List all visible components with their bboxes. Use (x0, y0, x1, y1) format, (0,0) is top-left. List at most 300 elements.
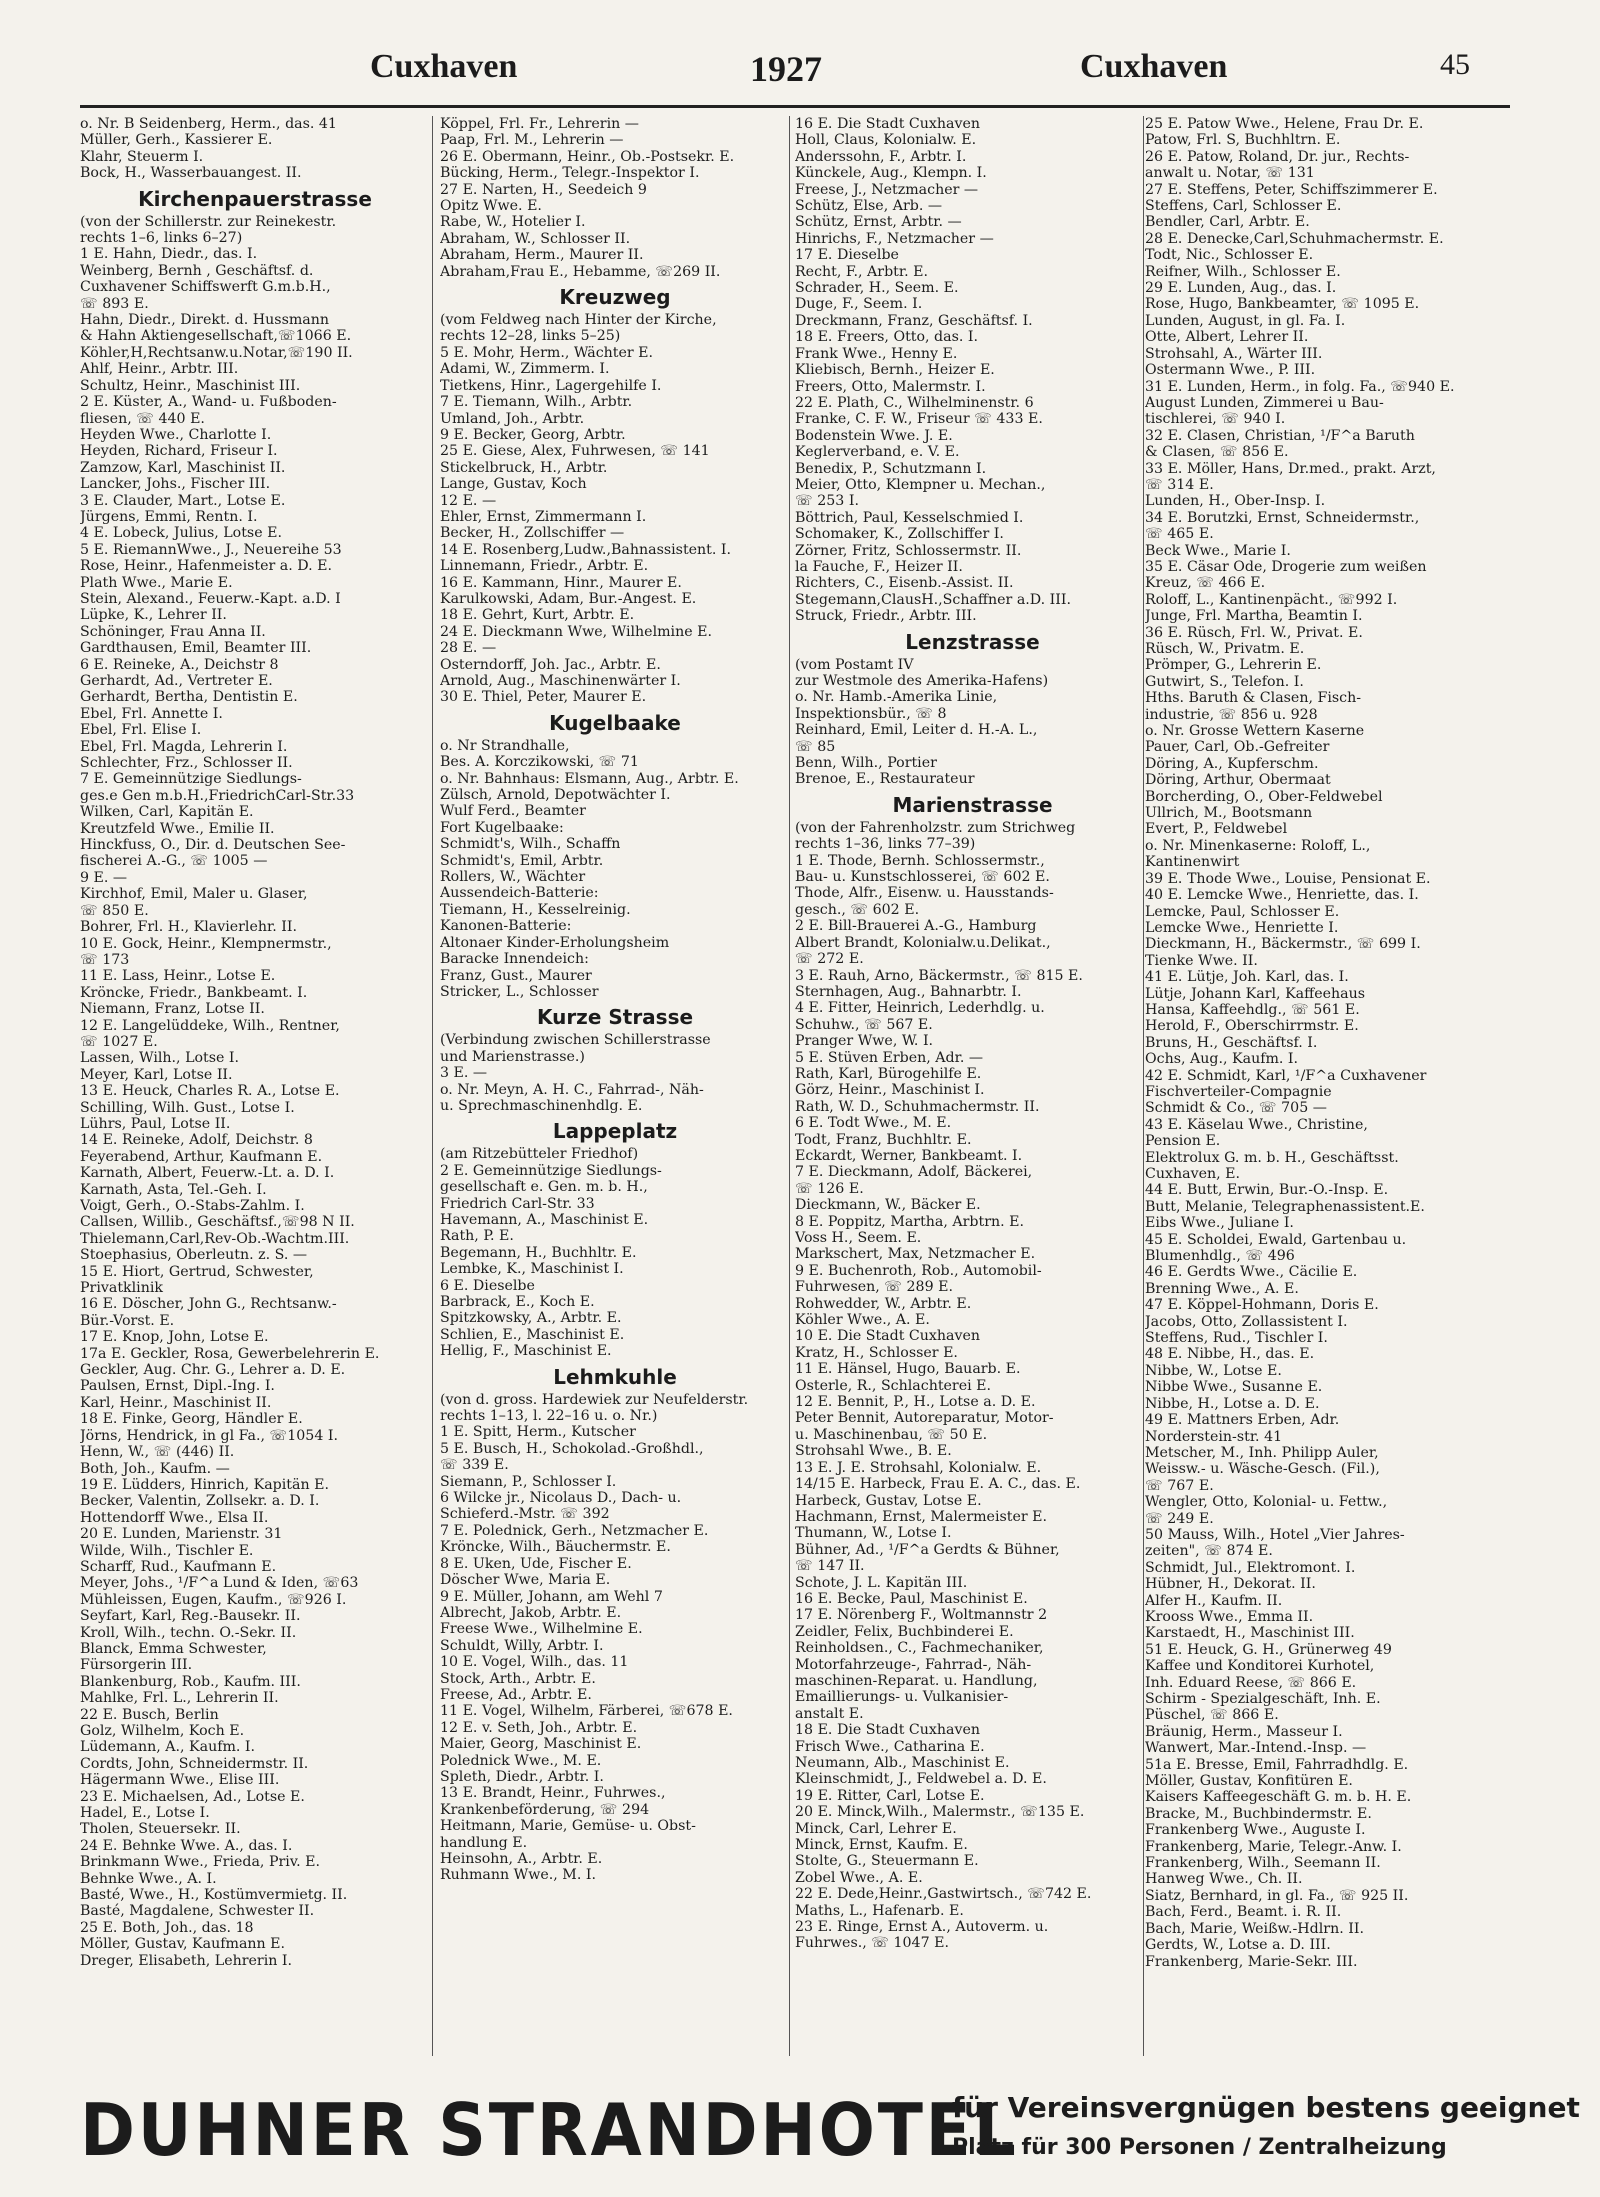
directory-entry: Rabe, W., Hotelier I. (440, 214, 586, 231)
directory-entry: Frisch Wwe., Catharina E. (795, 1738, 985, 1755)
street-heading: Kreuzweg (559, 285, 671, 310)
directory-entry: 5 E. Busch, H., Schokolad.-Großhdl., (440, 1440, 704, 1457)
directory-entry: Junge, Frl. Martha, Beamtin I. (1145, 608, 1363, 625)
directory-entry: 23 E. Michaelsen, Ad., Lotse E. (80, 1788, 305, 1805)
directory-entry: 24 E. Dieckmann Wwe, Wilhelmine E. (440, 623, 713, 640)
directory-entry: Reifner, Wilh., Schlosser E. (1145, 263, 1341, 280)
directory-entry: Lüdemann, A., Kaufm. I. (80, 1739, 256, 1756)
directory-entry: gesellschaft e. Gen. m. b. H., (440, 1179, 648, 1196)
directory-entry: Hellig, F., Maschinist E. (440, 1343, 612, 1360)
directory-entry: Paulsen, Ernst, Dipl.-Ing. I. (80, 1378, 275, 1395)
directory-entry: 6 E. Reineke, A., Deichstr 8 (80, 656, 279, 673)
directory-entry: 16 E. Döscher, John G., Rechtsanw.- (80, 1296, 337, 1313)
directory-entry: 9 E. Becker, Georg, Arbtr. (440, 426, 626, 443)
directory-entry: 5 E. RiemannWwe., J., Neuereihe 53 (80, 541, 342, 558)
directory-entry: (Verbindung zwischen Schillerstrasse (440, 1032, 711, 1049)
directory-entry: Basté, Wwe., H., Kostümvermietg. II. (80, 1887, 348, 1904)
directory-entry: ☏ 465 E. (1145, 526, 1214, 543)
directory-entry: Stein, Alexand., Feuerw.-Kapt. a.D. I (80, 590, 341, 607)
directory-entry: Bau- u. Kunstschlosserei, ☏ 602 E. (795, 869, 1050, 886)
directory-entry: Döscher Wwe, Maria E. (440, 1572, 611, 1589)
directory-entry: Hinrichs, F., Netzmacher — (795, 230, 994, 247)
directory-entry: Schöninger, Frau Anna II. (80, 623, 266, 640)
directory-entry: Pranger Wwe, W. I. (795, 1033, 934, 1050)
directory-entry: Wilken, Carl, Kapitän E. (80, 804, 254, 821)
directory-entry: 48 E. Nibbe, H., das. E. (1145, 1346, 1315, 1363)
directory-entry: Butt, Melanie, Telegraphenassistent.E. (1145, 1198, 1425, 1215)
directory-entry: Möller, Gustav, Kaufmann E. (80, 1936, 286, 1953)
street-heading: Marienstrasse (892, 792, 1053, 817)
directory-entry: Freers, Otto, Malermstr. I. (795, 378, 986, 395)
directory-entry: Blankenburg, Rob., Kaufm. III. (80, 1673, 301, 1690)
directory-entry: 17 E. Knop, John, Lotse E. (80, 1329, 269, 1346)
directory-entry: Adami, W., Zimmerm. I. (440, 361, 610, 378)
directory-entry: Osterndorff, Joh. Jac., Arbtr. E. (440, 656, 661, 673)
directory-entry: Karnath, Asta, Tel.-Geh. I. (80, 1181, 267, 1198)
directory-entry: Klahr, Steuerm I. (80, 148, 204, 165)
directory-entry: Hachmann, Ernst, Malermeister E. (795, 1508, 1048, 1525)
directory-entry: Zamzow, Karl, Maschinist II. (80, 459, 286, 476)
directory-entry: Gerhardt, Ad., Vertreter E. (80, 673, 273, 689)
directory-entry: Bräunig, Herm., Masseur I. (1145, 1723, 1343, 1740)
directory-entry: Hadel, E., Lotse I. (80, 1805, 210, 1822)
directory-entry: Reinhard, Emil, Leiter d. H.-A. L., (795, 722, 1038, 739)
directory-entry: Roloff, L., Kantinenpächt., ☏992 I. (1145, 591, 1398, 608)
directory-entry: Kirchhof, Emil, Maler u. Glaser, (80, 886, 308, 903)
directory-entry: 12 E. v. Seth, Joh., Arbtr. E. (440, 1719, 638, 1736)
directory-entry: Minck, Ernst, Kaufm. E. (795, 1837, 968, 1854)
directory-entry: 4 E. Lobeck, Julius, Lotse E. (80, 525, 282, 542)
directory-entry: 27 E. Steffens, Peter, Schiffszimmerer E. (1145, 181, 1438, 198)
column-3 (795, 116, 1150, 2066)
directory-entry: Pension E. (1145, 1133, 1221, 1150)
directory-entry: Frankenberg, Wilh., Seemann II. (1145, 1855, 1381, 1872)
directory-entry: tischlerei, ☏ 940 I. (1145, 411, 1286, 428)
directory-entry: Dieckmann, W., Bäcker E. (795, 1197, 981, 1214)
directory-entry: Bach, Marie, Weißw.-Hdlrn. II. (1145, 1920, 1364, 1937)
directory-entry: Motorfahrzeuge-, Fahrrad-, Näh- (795, 1656, 1032, 1673)
directory-entry: 36 E. Rüsch, Frl. W., Privat. E. (1145, 624, 1363, 641)
directory-entry: Sternhagen, Aug., Bahnarbtr. I. (795, 983, 1022, 1000)
directory-entry: Thielemann,Carl,Rev-Ob.-Wachtm.III. (80, 1230, 350, 1247)
directory-entry: Hübner, H., Dekorat. II. (1145, 1576, 1316, 1593)
directory-entry: Benn, Wilh., Portier (795, 755, 937, 772)
directory-entry: Kaisers Kaffeegeschäft G. m. b. H. E. (1145, 1789, 1412, 1806)
directory-entry: Schütz, Else, Arb. — (795, 198, 943, 215)
directory-entry: (vom Postamt IV (795, 656, 914, 673)
directory-entry: 5 E. Mohr, Herm., Wächter E. (440, 344, 654, 361)
directory-entry: (von der Fahrenholzstr. zum Strichweg (795, 819, 1076, 836)
directory-entry: Schote, J. L. Kapitän III. (795, 1574, 968, 1591)
directory-entry: rechts 1–13, l. 22–16 u. o. Nr.) (440, 1408, 658, 1425)
header-rule (80, 105, 1510, 108)
page-number: 45 (1440, 48, 1470, 81)
directory-entry: Stolte, G., Steuermann E. (795, 1853, 979, 1870)
directory-entry: Opitz Wwe. E. (440, 198, 542, 215)
directory-entry: Ahlf, Heinr., Arbtr. III. (80, 361, 239, 378)
directory-entry: (am Ritzebütteler Friedhof) (440, 1146, 639, 1163)
directory-entry: Schmidt's, Wilh., Schaffn (440, 836, 621, 853)
directory-entry: anstalt E. (795, 1705, 864, 1722)
directory-entry: Bes. A. Korczikowski, ☏ 71 (440, 754, 639, 771)
directory-entry: Lüpke, K., Lehrer II. (80, 607, 227, 624)
directory-entry: Stricker, L., Schlosser (440, 983, 599, 1000)
directory-entry: Thumann, W., Lotse I. (795, 1525, 952, 1542)
directory-entry: ☏ 1027 E. (80, 1033, 158, 1050)
directory-entry: Anderssohn, F., Arbtr. I. (795, 148, 967, 165)
directory-entry: Duge, F., Seem. I. (795, 296, 923, 313)
street-heading: Kirchenpauerstrasse (138, 186, 372, 211)
directory-entry: 29 E. Lunden, Aug., das. I. (1145, 280, 1337, 297)
directory-entry: 25 E. Patow Wwe., Helene, Frau Dr. E. (1145, 116, 1424, 132)
directory-entry: Meyer, Karl, Lotse II. (80, 1066, 233, 1083)
directory-entry: Meyer, Johs., ¹/F^a Lund & Iden, ☏63 (80, 1575, 359, 1592)
directory-entry: Abraham, Herm., Maurer II. (440, 247, 644, 264)
directory-entry: Beck Wwe., Marie I. (1145, 542, 1291, 559)
directory-entry: 9 E. Buchenroth, Rob., Automobil- (795, 1262, 1042, 1279)
directory-entry: Friedrich Carl-Str. 33 (440, 1195, 595, 1212)
directory-entry: Otte, Albert, Lehrer II. (1145, 329, 1309, 346)
directory-entry: Schütz, Ernst, Arbtr. — (795, 214, 962, 231)
directory-entry: Hanweg Wwe., Ch. II. (1145, 1871, 1303, 1888)
directory-entry: Karulkowski, Adam, Bur.-Angest. E. (440, 590, 697, 607)
directory-entry: Altonaer Kinder-Erholungsheim (440, 934, 670, 951)
column-2 (440, 116, 790, 2066)
directory-entry: 9 E. — (80, 869, 128, 886)
directory-entry: 1 E. Hahn, Diedr., das. I. (80, 246, 258, 263)
directory-entry: 3 E. Rauh, Arno, Bäckermstr., ☏ 815 E. (795, 967, 1083, 984)
directory-entry: Franke, C. F. W., Friseur ☏ 433 E. (795, 411, 1043, 428)
directory-entry: Schuhw., ☏ 567 E. (795, 1016, 933, 1033)
directory-entry: Siatz, Bernhard, in gl. Fa., ☏ 925 II. (1145, 1887, 1409, 1904)
directory-entry: Zülsch, Arnold, Depotwächter I. (440, 787, 671, 804)
directory-entry: Püschel, ☏ 866 E. (1145, 1707, 1279, 1724)
directory-entry: o. Nr. Hamb.-Amerika Linie, (795, 689, 998, 706)
directory-entry: Heitmann, Marie, Gemüse- u. Obst- (440, 1818, 696, 1835)
directory-entry: Alfer H., Kaufm. II. (1145, 1592, 1283, 1609)
directory-entry: 18 E. Freers, Otto, das. I. (795, 329, 978, 346)
directory-entry: Tiemann, H., Kesselreinig. (440, 901, 631, 918)
directory-entry: Karnath, Albert, Feuerw.-Lt. a. D. I. (80, 1165, 335, 1182)
directory-entry: Lembke, K., Maschinist I. (440, 1261, 624, 1278)
directory-entry: Both, Joh., Kaufm. — (80, 1460, 230, 1477)
directory-entry: Barbrack, E., Koch E. (440, 1294, 595, 1310)
directory-entry: 11 E. Vogel, Wilhelm, Färberei, ☏678 E. (440, 1703, 733, 1720)
directory-entry: maschinen-Reparat. u. Handlung, (795, 1672, 1038, 1689)
directory-entry: 22 E. Busch, Berlin (80, 1706, 219, 1723)
directory-entry: Fürsorgerin III. (80, 1657, 193, 1674)
directory-entry: Henn, W., ☏ (446) II. (80, 1444, 235, 1461)
directory-entry: & Hahn Aktiengesellschaft,☏1066 E. (80, 328, 352, 345)
directory-entry: Albert Brandt, Kolonialw.u.Delikat., (795, 934, 1051, 951)
directory-entry: Stock, Arth., Arbtr. E. (440, 1670, 596, 1687)
directory-entry: 34 E. Borutzki, Ernst, Schneidermstr., (1145, 509, 1420, 526)
directory-entry: 47 E. Köppel-Hohmann, Doris E. (1145, 1297, 1379, 1314)
directory-entry: Osterle, R., Schlachterei E. (795, 1377, 992, 1394)
street-heading: Lappeplatz (552, 1119, 678, 1144)
directory-entry: Dreger, Elisabeth, Lehrerin I. (80, 1952, 292, 1969)
directory-entry: 31 E. Lunden, Herm., in folg. Fa., ☏940 E. (1145, 378, 1455, 395)
directory-entry: Schomaker, K., Zollschiffer I. (795, 526, 1004, 543)
directory-entry: fischerei A.-G., ☏ 1005 — (80, 853, 268, 870)
directory-entry: Benedix, P., Schutzmann I. (795, 460, 987, 477)
directory-entry: Evert, P., Feldwebel (1145, 821, 1288, 838)
directory-entry: Fischverteiler-Compagnie (1145, 1083, 1332, 1100)
directory-entry: rechts 1–36, links 77–39) (795, 836, 976, 853)
directory-entry: Müller, Gerh., Kassierer E. (80, 132, 273, 149)
directory-entry: Todt, Franz, Buchhltr. E. (795, 1131, 972, 1148)
directory-entry: Peter Bennit, Autoreparatur, Motor- (795, 1410, 1054, 1427)
directory-entry: Rose, Heinr., Hafenmeister a. D. E. (80, 558, 333, 575)
street-heading: Kugelbaake (549, 710, 681, 735)
directory-entry: o. Nr. Minenkaserne: Roloff, L., (1145, 837, 1371, 854)
directory-entry: Rath, P. E. (440, 1228, 514, 1245)
directory-entry: Bohrer, Frl. H., Klavierlehr. II. (80, 919, 297, 936)
directory-entry: Linnemann, Friedr., Arbtr. E. (440, 558, 649, 575)
directory-entry: Lange, Gustav, Koch (440, 476, 587, 493)
directory-entry: 7 E. Gemeinnützige Siedlungs- (80, 771, 302, 788)
directory-entry: Bühner, Ad., ¹/F^a Gerdts & Bühner, (795, 1541, 1060, 1558)
directory-entry: ☏ 314 E. (1145, 476, 1214, 493)
ad-details: Platz für 300 Personen / Zentralheizung (952, 2135, 1447, 2160)
directory-entry: Lassen, Wilh., Lotse I. (80, 1050, 240, 1067)
directory-entry: Metscher, M., Inh. Philipp Auler, (1145, 1444, 1379, 1461)
column-1 (80, 116, 430, 2066)
directory-entry: Rohwedder, W., Arbtr. E. (795, 1295, 972, 1312)
directory-entry: zur Westmole des Amerika-Hafens) (795, 673, 1049, 689)
directory-entry: 40 E. Lemcke Wwe., Henriette, das. I. (1145, 887, 1419, 904)
directory-entry: 2 E. Küster, A., Wand- u. Fußboden- (80, 394, 337, 411)
directory-entry: 51a E. Bresse, Emil, Fahrradhdlg. E. (1145, 1756, 1409, 1773)
directory-entry: Stickelbruck, H., Arbtr. (440, 459, 608, 476)
directory-entry: Behnke Wwe., A. I. (80, 1870, 217, 1887)
directory-entry: Döring, Arthur, Obermaat (1145, 772, 1331, 789)
directory-entry: Frankenberg Wwe., Auguste I. (1145, 1822, 1366, 1839)
directory-entry: 10 E. Die Stadt Cuxhaven (795, 1328, 981, 1345)
directory-entry: 23 E. Ringe, Ernst A., Autoverm. u. (795, 1919, 1049, 1936)
directory-entry: Polednick Wwe., M. E. (440, 1752, 602, 1769)
directory-entry: Ochs, Aug., Kaufm. I. (1145, 1051, 1299, 1068)
directory-entry: Schirm - Spezialgeschäft, Inh. E. (1145, 1691, 1381, 1707)
directory-entry: Bach, Ferd., Beamt. i. R. II. (1145, 1904, 1342, 1921)
directory-entry: Lütje, Johann Karl, Kaffeehaus (1145, 985, 1366, 1002)
directory-entry: 27 E. Narten, H., Seedeich 9 (440, 181, 647, 198)
directory-entry: Thode, Alfr., Eisenw. u. Hausstands- (795, 885, 1054, 902)
directory-entry: Rose, Hugo, Bankbeamter, ☏ 1095 E. (1145, 296, 1420, 313)
directory-entry: Aussendeich-Batterie: (440, 885, 599, 902)
directory-entry: 14/15 E. Harbeck, Frau E. A. C., das. E. (795, 1476, 1081, 1493)
directory-entry: (von der Schillerstr. zur Reinekestr. (80, 213, 337, 230)
directory-entry: 17a E. Geckler, Rosa, Gewerbelehrerin E. (80, 1345, 380, 1362)
directory-entry: Kreutzfeld Wwe., Emilie II. (80, 820, 275, 837)
directory-entry: Patow, Frl. S, Buchhltrn. E. (1145, 132, 1341, 149)
directory-entry: Tholen, Steuersekr. II. (80, 1821, 241, 1838)
directory-entry: Karstaedt, H., Maschinist III. (1145, 1625, 1355, 1642)
directory-entry: 14 E. Rosenberg,Ludw.,Bahnassistent. I. (440, 541, 732, 558)
header-right-city: Cuxhaven (1080, 48, 1228, 85)
directory-entry: Prömper, G., Lehrerin E. (1145, 657, 1322, 674)
directory-entry: 1 E. Thode, Bernh. Schlossermstr., (795, 852, 1045, 869)
directory-entry: Tietkens, Hinr., Lagergehilfe I. (440, 377, 662, 394)
directory-entry: 6 E. Dieselbe (440, 1277, 535, 1294)
directory-entry: Schmidt & Co., ☏ 705 — (1145, 1100, 1327, 1117)
directory-entry: 7 E. Dieckmann, Adolf, Bäckerei, (795, 1164, 1033, 1181)
directory-entry: Hägermann Wwe., Elise III. (80, 1772, 280, 1789)
directory-entry: Frankenberg, Marie-Sekr. III. (1145, 1953, 1358, 1970)
directory-entry: Brenning Wwe., A. E. (1145, 1280, 1299, 1297)
directory-entry: 18 E. Finke, Georg, Händler E. (80, 1411, 303, 1428)
directory-entry: Gerdts, W., Lotse a. D. III. (1145, 1937, 1331, 1954)
directory-entry: Bodenstein Wwe. J. E. (795, 427, 953, 444)
directory-entry: ☏ 85 (795, 738, 836, 755)
directory-entry: 28 E. — (440, 640, 497, 657)
directory-entry: Elektrolux G. m. b. H., Geschäftsst. (1145, 1149, 1399, 1166)
directory-entry: Rath, Karl, Bürogehilfe E. (795, 1065, 982, 1082)
directory-entry: 20 E. Lunden, Marienstr. 31 (80, 1526, 283, 1543)
directory-entry: ☏ 850 E. (80, 902, 149, 919)
directory-entry: Kaffee und Konditorei Kurhotel, (1145, 1658, 1375, 1675)
directory-entry: Baracke Innendeich: (440, 951, 589, 968)
directory-entry: Recht, F., Arbtr. E. (795, 263, 928, 280)
directory-entry: Rollers, W., Wächter (440, 869, 586, 886)
directory-entry: Wanwert, Mar.-Intend.-Insp. — (1145, 1740, 1367, 1757)
directory-entry: Rath, W. D., Schuhmachermstr. II. (795, 1098, 1040, 1115)
directory-entry: Kröncke, Wilh., Bäuchermstr. E. (440, 1539, 671, 1556)
directory-entry: Schuldt, Willy, Arbtr. I. (440, 1637, 604, 1654)
directory-entry: o. Nr. Grosse Wettern Kaserne (1145, 723, 1365, 740)
directory-entry: Ruhmann Wwe., M. I. (440, 1867, 596, 1884)
header-year: 1927 (750, 49, 822, 89)
directory-entry: Kanonen-Batterie: (440, 918, 572, 935)
directory-entry: Kantinenwirt (1145, 854, 1240, 871)
ad-hotel-name: DUHNER STRANDHOTEL (80, 2088, 1019, 2172)
directory-entry: 2 E. Gemeinnützige Siedlungs- (440, 1162, 662, 1179)
directory-entry: Geckler, Aug. Chr. G., Lehrer a. D. E. (80, 1362, 346, 1379)
directory-entry: Bücking, Herm., Telegr.-Inspektor I. (440, 165, 700, 182)
directory-entry: Krankenbeförderung, ☏ 294 (440, 1801, 650, 1818)
directory-entry: Richters, C., Eisenb.-Assist. II. (795, 575, 1014, 592)
directory-entry: 13 E. J. E. Strohsahl, Kolonialw. E. (795, 1459, 1042, 1476)
directory-entry: 10 E. Gock, Heinr., Klempnermstr., (80, 935, 332, 952)
directory-entry: Kroll, Wilh., techn. O.-Sekr. II. (80, 1624, 297, 1641)
directory-entry: Schmidt's, Emil, Arbtr. (440, 852, 604, 869)
directory-entry: Herold, F., Oberschirrmstr. E. (1145, 1018, 1359, 1035)
directory-entry: Brenoe, E., Restaurateur (795, 771, 975, 788)
directory-entry: Albrecht, Jakob, Arbtr. E. (440, 1604, 622, 1621)
street-heading: Lehmkuhle (553, 1364, 677, 1389)
directory-entry: 3 E. — (440, 1065, 488, 1082)
directory-entry: Nibbe, W., Lotse E. (1145, 1362, 1282, 1379)
directory-entry: 22 E. Dede,Heinr.,Gastwirtsch., ☏742 E. (795, 1886, 1092, 1903)
directory-entry: Schlien, E., Maschinist E. (440, 1326, 625, 1343)
directory-entry: ☏ 339 E. (440, 1457, 509, 1474)
directory-entry: Freese, Ad., Arbtr. E. (440, 1686, 592, 1703)
directory-entry: Bracke, M., Buchbindermstr. E. (1145, 1805, 1372, 1822)
directory-entry: Gardthausen, Emil, Beamter III. (80, 640, 312, 657)
directory-entry: Möller, Gustav, Konfitüren E. (1145, 1773, 1353, 1790)
directory-entry: 1 E. Spitt, Herm., Kutscher (440, 1424, 636, 1441)
column-divider (432, 116, 433, 2056)
directory-entry: Umland, Joh., Arbtr. (440, 410, 585, 427)
directory-entry: 45 E. Scholdei, Ewald, Gartenbau u. (1145, 1231, 1407, 1248)
directory-entry: Struck, Friedr., Arbtr. III. (795, 608, 977, 625)
directory-entry: 12 E. — (440, 492, 497, 509)
directory-entry: Lancker, Johs., Fischer III. (80, 476, 271, 493)
directory-entry: 41 E. Lütje, Joh. Karl, das. I. (1145, 969, 1349, 986)
directory-entry: o. Nr. Bahnhaus: Elsmann, Aug., Arbtr. E. (440, 770, 739, 787)
directory-entry: Inspektionsbür., ☏ 8 (795, 705, 947, 722)
directory-entry: Kleinschmidt, J., Feldwebel a. D. E. (795, 1771, 1047, 1788)
directory-entry: Lemcke, Paul, Schlosser E. (1145, 903, 1340, 920)
directory-entry: u. Maschinenbau, ☏ 50 E. (795, 1426, 988, 1443)
directory-entry: 26 E. Patow, Roland, Dr. jur., Rechts- (1145, 148, 1410, 165)
directory-entry: Hansa, Kaffeehdlg., ☏ 561 E. (1145, 1001, 1360, 1018)
directory-entry: 49 E. Mattners Erben, Adr. (1145, 1412, 1340, 1429)
directory-entry: Zeidler, Felix, Buchbinderei E. (795, 1623, 1014, 1640)
directory-entry: Rüsch, W., Privatm. E. (1145, 641, 1305, 657)
directory-entry: Inh. Eduard Reese, ☏ 866 E. (1145, 1674, 1357, 1691)
column-divider (1143, 116, 1144, 2056)
directory-entry: Emaillierungs- u. Vulkanisier- (795, 1689, 1009, 1706)
directory-entry: 7 E. Tiemann, Wilh., Arbtr. (440, 394, 633, 411)
directory-entry: Minck, Carl, Lehrer E. (795, 1820, 957, 1837)
header-left-city: Cuxhaven (370, 48, 518, 85)
directory-entry: Plath Wwe., Marie E. (80, 574, 233, 591)
directory-entry: Fuhrwesen, ☏ 289 E. (795, 1279, 953, 1296)
directory-entry: Ullrich, M., Bootsmann (1145, 805, 1313, 822)
directory-entry: 16 E. Kammann, Hinr., Maurer E. (440, 574, 682, 591)
directory-columns (80, 116, 1510, 2076)
directory-entry: 26 E. Obermann, Heinr., Ob.-Postsekr. E. (440, 148, 735, 165)
directory-entry: Eibs Wwe., Juliane I. (1145, 1215, 1294, 1232)
directory-entry: Schilling, Wilh. Gust., Lotse I. (80, 1099, 295, 1116)
directory-entry: Todt, Nic., Schlosser E. (1145, 247, 1314, 264)
directory-entry: Frankenberg, Marie, Telegr.-Anw. I. (1145, 1838, 1402, 1855)
directory-entry: 17 E. Nörenberg F., Woltmannstr 2 (795, 1607, 1048, 1624)
directory-entry: ☏ 126 E. (795, 1180, 864, 1197)
directory-entry: 8 E. Poppitz, Martha, Arbtrn. E. (795, 1213, 1025, 1230)
directory-entry: Seyfart, Karl, Reg.-Bausekr. II. (80, 1608, 301, 1625)
directory-entry: Wilde, Wilh., Tischler E. (80, 1542, 254, 1559)
directory-entry: (vom Feldweg nach Hinter der Kirche, (440, 312, 717, 329)
directory-entry: Pauer, Carl, Ob.-Gefreiter (1145, 739, 1330, 756)
directory-entry: Steffens, Rud., Tischler I. (1145, 1330, 1328, 1347)
directory-entry: Karl, Heinr., Maschinist II. (80, 1394, 272, 1411)
directory-entry: Lunden, H., Ober-Insp. I. (1145, 493, 1326, 510)
directory-entry: Feyerabend, Arthur, Kaufmann E. (80, 1148, 323, 1165)
directory-entry: Schmidt, Jul., Elektromont. I. (1145, 1559, 1356, 1576)
directory-entry: Stegemann,ClausH.,Schaffner a.D. III. (795, 591, 1071, 608)
directory-entry: 12 E. Langelüddeke, Wilh., Rentner, (80, 1017, 340, 1034)
directory-entry: Frank Wwe., Henny E. (795, 345, 958, 362)
directory-entry: Markschert, Max, Netzmacher E. (795, 1246, 1036, 1263)
directory-entry: industrie, ☏ 856 u. 928 (1145, 706, 1318, 723)
directory-entry: Siemann, P., Schlosser I. (440, 1473, 617, 1490)
directory-entry: Heinsohn, A., Arbtr. E. (440, 1851, 603, 1867)
directory-entry: Hinckfuss, O., Dir. d. Deutschen See- (80, 837, 346, 854)
directory-entry: Dreckmann, Franz, Geschäftsf. I. (795, 312, 1033, 329)
directory-entry: Schieferd.-Mstr. ☏ 392 (440, 1506, 610, 1523)
directory-entry: Franz, Gust., Maurer (440, 967, 592, 984)
directory-entry: Lemcke Wwe., Henriette I. (1145, 919, 1339, 936)
directory-entry: 7 E. Polednick, Gerh., Netzmacher E. (440, 1522, 709, 1539)
directory-entry: Norderstein-str. 41 (1145, 1428, 1283, 1445)
directory-entry: Ebel, Frl. Magda, Lehrerin I. (80, 738, 288, 755)
directory-entry: 14 E. Reineke, Adolf, Deichstr. 8 (80, 1132, 313, 1149)
directory-entry: Borcherding, O., Ober-Feldwebel (1145, 788, 1383, 805)
directory-entry: Blanck, Emma Schwester, (80, 1640, 267, 1657)
directory-entry: Fort Kugelbaake: (440, 819, 564, 836)
